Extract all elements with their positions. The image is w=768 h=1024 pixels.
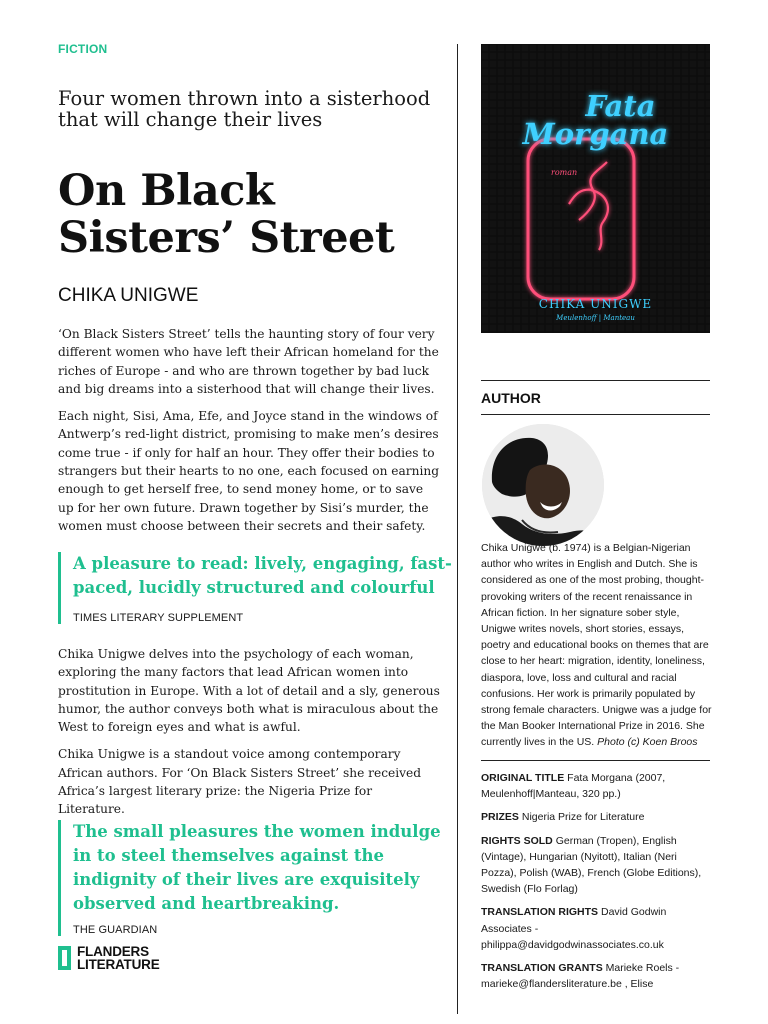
quote-source: TIMES LITERARY SUPPLEMENT [73, 612, 244, 624]
meta-translation-grants [481, 960, 713, 992]
author-bio [481, 540, 713, 751]
meta-value: Marieke Roels - marieke@flandersliterature.be , Elise [481, 962, 680, 991]
cover-title-line: Morgana [522, 117, 669, 151]
cover-genre: roman [551, 168, 578, 177]
category-label: FICTION [58, 42, 108, 56]
flanders-logo-icon [58, 946, 71, 970]
meta-label: TRANSLATION RIGHTS [481, 906, 599, 919]
section-rule [481, 760, 710, 761]
cover-publisher: Meulenhoff | Manteau [556, 314, 635, 322]
description-paragraph: Chika Unigwe is a standout voice among contemporary African authors. For ‘On Black Sisters Street’ she received Africa’s largest literary prize: the Nigeria Prize for Literature. [58, 747, 422, 817]
author-bio-text: Chika Unigwe (b. 1974) is a Belgian-Nigerian author who writes in English and Dutch. She is considered as one of the most probing, thought-provoking writers of the recent renaissance in African fiction. In her signature sober style, Unigwe writes novels, short stories, essays, poetry and educational books on themes that are close to her heart: migration, identity, loneliness, diaspora, love, loss and cultural and racial confusions. Her work is primarily populated by strong female characters. Unigwe was a judge for the Man Booker International Prize in 2016. She currently lives in the US. [481, 542, 712, 749]
cover-author: CHIKA UNIGWE [538, 297, 653, 311]
quote-text: The small pleasures the women indulge in to steel themselves against the indignity of their lives are exquisitely observed and heartbreaking. [73, 822, 441, 913]
cover-title [481, 89, 710, 151]
flanders-literature-logo [58, 945, 160, 971]
quote-text: A pleasure to read: lively, engaging, fast-paced, lucidly structured and colourful [73, 554, 452, 597]
meta-prizes [481, 809, 713, 825]
author-section-heading: AUTHOR [481, 390, 541, 406]
logo-line: FLANDERS [77, 944, 149, 959]
meta-label: RIGHTS SOLD [481, 834, 553, 847]
meta-value: Nigeria Prize for Literature [521, 811, 645, 824]
description-paragraph: Chika Unigwe delves into the psychology of each woman, exploring the many factors that lead African women into prostitution in Europe. With a lot of detail and a sly, generous humor, the author conveys both what is miraculous about the West to foreign eyes and what is awful. [58, 647, 440, 735]
author-photo [482, 424, 604, 546]
review-quote [58, 552, 453, 624]
meta-rights-sold [481, 833, 713, 898]
meta-original-title [481, 770, 713, 802]
synopsis-paragraph: ‘On Black Sisters Street’ tells the haunting story of four very different women who have left their African homeland for the riches of Europe - and who are thrown together by bad luck and big dreams into a sisterhood that will change their lives. [58, 327, 439, 396]
meta-translation-rights [481, 904, 713, 953]
book-tagline: Four women thrown into a sisterhood that will change their lives [58, 87, 431, 131]
section-rule [481, 380, 710, 381]
photo-credit: Photo (c) Koen Broos [597, 736, 698, 749]
meta-label: TRANSLATION GRANTS [481, 962, 603, 975]
book-author: CHIKA UNIGWE [58, 285, 199, 306]
quote-source: THE GUARDIAN [73, 924, 158, 936]
meta-label: PRIZES [481, 811, 519, 824]
synopsis [58, 325, 442, 544]
meta-label: ORIGINAL TITLE [481, 772, 565, 784]
meta-value: David Godwin Associates - philippa@davidgodwinassociates.co.uk [481, 906, 667, 951]
book-cover [481, 44, 710, 333]
section-rule [481, 414, 710, 415]
meta-value: Fata Morgana (2007, Meulenhoff|Manteau, 320 pp.) [481, 772, 666, 801]
book-metadata [481, 770, 713, 999]
column-divider [457, 44, 458, 1014]
logo-line: LITERATURE [77, 957, 160, 972]
meta-value: German (Tropen), English (Vintage), Hungarian (Nyitott), Italian (Neri Pozza), Polish (WAB), French (Globe Editions), Swedish (Flo Forlag) [481, 834, 702, 896]
description [58, 645, 442, 828]
synopsis-paragraph: Each night, Sisi, Ama, Efe, and Joyce stand in the windows of Antwerp’s red-light district, promising to make men’s desires come true - if only for half an hour. They offer their bodies to strangers but their hearts to no one, each focused on earning enough to get herself free, to send money home, or to save up for her own future. Drawn together by Sisi’s murder, the women must choose between their secrets and their safety. [58, 409, 439, 533]
review-quote [58, 820, 453, 936]
cover-title-line: Fata [585, 89, 656, 123]
book-title: On Black Sisters’ Street [58, 166, 395, 263]
